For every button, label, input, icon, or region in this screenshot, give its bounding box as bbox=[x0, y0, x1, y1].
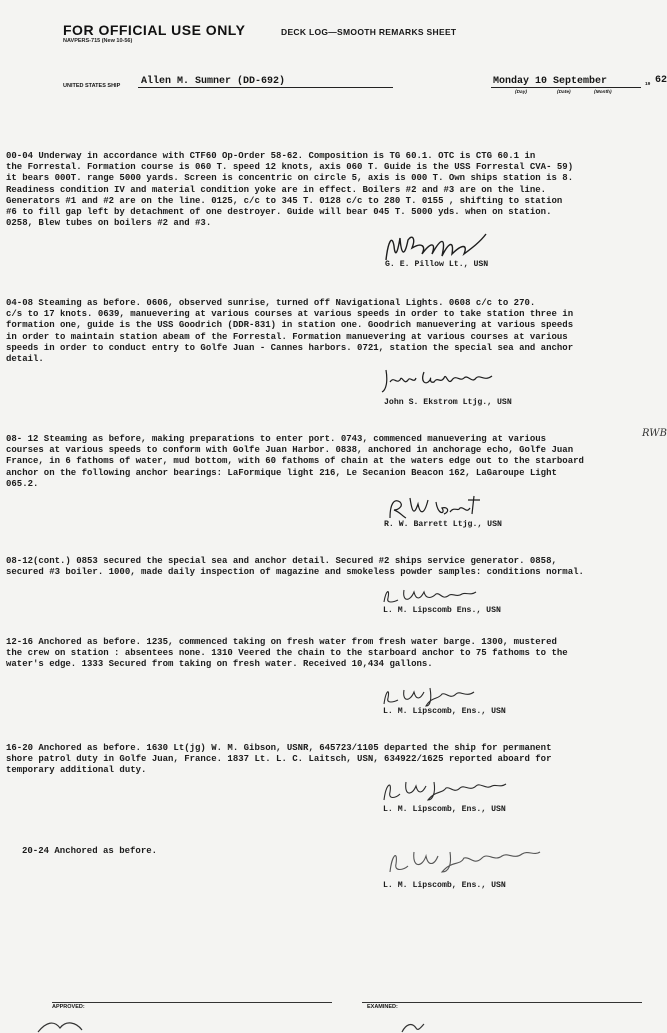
examined-line bbox=[362, 1002, 642, 1003]
signature-name-ekstrom: John S. Ekstrom Ltjg., USN bbox=[384, 398, 512, 407]
ship-date-row bbox=[63, 75, 667, 100]
ship-name-underline bbox=[138, 87, 393, 88]
signature-name-barrett: R. W. Barrett Ltjg., USN bbox=[384, 520, 502, 529]
date-underline bbox=[491, 87, 641, 88]
sheet-title: DECK LOG—SMOOTH REMARKS SHEET bbox=[281, 27, 457, 37]
log-entry-12-16: 12-16 Anchored as before. 1235, commenced taking on fresh water from fresh water barge. 1300, mustered the crew on station : absentees none. 1310 Veered the chain to the starboard anchor to 75 fathoms to the water's edge. 1333 Secured from taking on fresh water. Received 10,434 gallons. bbox=[6, 637, 568, 670]
approved-line bbox=[52, 1002, 332, 1003]
log-entry-20-24: 20-24 Anchored as before. bbox=[22, 846, 158, 856]
log-entry-08-12: 08- 12 Steaming as before, making preparations to enter port. 0743, commenced manuevering at various courses at various speeds to conform with Golfe Juan Harbor. 0838, anchored in anchorage echo, Golfe Juan France, in 6 fathoms of water, mud bottom, with 60 fathoms of chain at the waters edge out to the starboard anchor on the following anchor bearings: LaFormique light 216, Le Secanion Beacon 162, LaGaroupe Light 065.2. bbox=[6, 434, 584, 489]
year-value: 62 bbox=[655, 75, 667, 86]
signature-name-lipscomb-1: L. M. Lipscomb Ens., USN bbox=[383, 606, 501, 615]
signature-lipscomb-2 bbox=[380, 684, 480, 708]
signature-name-lipscomb-3: L. M. Lipscomb, Ens., USN bbox=[383, 805, 506, 814]
official-use-banner: FOR OFFICIAL USE ONLY bbox=[63, 22, 246, 38]
approved-label: APPROVED: bbox=[52, 1004, 85, 1010]
examined-label: EXAMINED: bbox=[367, 1004, 398, 1010]
approved-signature-fragment bbox=[36, 1018, 96, 1033]
log-entry-08-12-cont: 08-12(cont.) 0853 secured the special sea and anchor detail. Secured #2 ships service generator. 0858, secured #3 boiler. 1000, made daily inspection of magazine and smokeless powder samples: conditions normal. bbox=[6, 556, 584, 578]
signature-name-lipscomb-2: L. M. Lipscomb, Ens., USN bbox=[383, 707, 506, 716]
log-entry-00-04: 00-04 Underway in accordance with CTF60 Op-Order 58-62. Composition is TG 60.1. OTC is CTG 60.1 in the Forrestal. Formation course is 060 T. speed 12 knots, axis 060 T. Guide is the USS Forrestal CVA- 59) it bears 000T. range 5000 yards. Screen is concentric on circle 5, axis is 000 T. Own ships station is 8. Readiness condition IV and material condition yoke are in effect. Boilers #2 and #3 are on the line. Generators #1 and #2 are on the line. 0125, c/c to 345 T. 0128 c/c to 280 T. 0155 , shifting to station #6 to fill gap left by detachment of one destroyer. Guide will bear 045 T. 5000 yds. when on station. 0258, Blew tubes on boilers #2 and #3. bbox=[6, 151, 574, 229]
log-date: Monday 10 September bbox=[493, 76, 608, 87]
log-entry-16-20: 16-20 Anchored as before. 1630 Lt(jg) W. M. Gibson, USNR, 645723/1105 departed the ship for permanent shore patrol duty in Golfe Juan, France. 1837 Lt. L. C. Laitsch, USN, 634922/1625 reported aboard for temporary additional duty. bbox=[6, 743, 552, 776]
ship-label: UNITED STATES SHIP bbox=[63, 83, 121, 89]
signature-lipscomb-3 bbox=[380, 776, 510, 804]
examined-signature-fragment bbox=[398, 1020, 428, 1033]
month-caption: (Month) bbox=[594, 90, 612, 95]
header-left bbox=[63, 22, 245, 44]
date-caption: (Date) bbox=[557, 90, 571, 95]
signature-ekstrom bbox=[380, 364, 500, 398]
signature-barrett bbox=[386, 494, 486, 520]
signature-lipscomb-1 bbox=[380, 584, 480, 606]
margin-initials: RWB bbox=[642, 428, 667, 439]
signature-name-lipscomb-4: L. M. Lipscomb, Ens., USN bbox=[383, 881, 506, 890]
form-number: NAVPERS-715 (New 10-56) bbox=[63, 38, 133, 44]
signature-lipscomb-4 bbox=[384, 846, 544, 876]
day-caption: (Day) bbox=[515, 90, 527, 95]
signature-name-pillow: G. E. Pillow Lt., USN bbox=[385, 260, 489, 269]
year-prefix: 19 bbox=[645, 82, 651, 87]
log-entry-04-08: 04-08 Steaming as before. 0606, observed sunrise, turned off Navigational Lights. 0608 c/c to 270. c/s to 17 knots. 0639, manuevering at various courses at various speeds in order to take station three in formation one, guide is the USS Goodrich (DDR-831) in station one. Goodrich manuevering at various speeds in order to maintain station abeam of the Forrestal. Formation manuevering at various courses at various speeds in order to conduct entry to Golfe Juan - Cannes harbors. 0721, station the special sea and anchor detail. bbox=[6, 298, 574, 365]
ship-name: Allen M. Sumner (DD-692) bbox=[141, 76, 286, 87]
